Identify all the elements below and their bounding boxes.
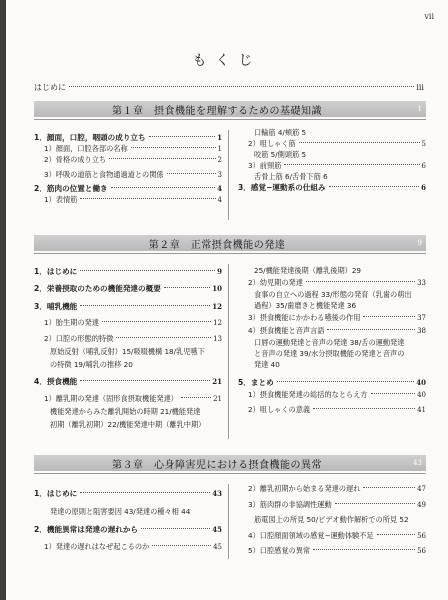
toc-subtopics xyxy=(254,301,426,311)
toc-entry-page: 43 xyxy=(212,489,222,498)
toc-subtopics xyxy=(254,338,426,348)
toc-entry-page: 13 xyxy=(213,335,222,343)
leader-dots xyxy=(109,158,215,159)
toc-entry-text: 発達 40 xyxy=(254,360,280,369)
toc-entry[interactable] xyxy=(34,133,222,143)
column-divider xyxy=(228,130,229,220)
toc-entry-text: 5）口腔感覚の異常 xyxy=(248,546,311,555)
toc-subtopics xyxy=(50,420,222,430)
toc-entry-text: 口唇の運動発達と音声の発達 38/舌の運動発達 xyxy=(254,338,405,347)
toc-entry-text: 3）摂食機能にかかわる嚥後の作用 xyxy=(248,313,361,322)
toc-entry[interactable] xyxy=(248,161,426,171)
toc-entry[interactable] xyxy=(34,525,222,535)
toc-entry-page: 33 xyxy=(417,279,426,287)
toc-entry-text: 発達の原則と阻害要因 43/発達の種々相 44 xyxy=(50,507,191,516)
toc-entry-text: 4．摂食機能 xyxy=(34,377,78,386)
leader-dots xyxy=(327,329,415,330)
chapter-title: 第２章 正常摂食機能の発達 xyxy=(148,239,286,251)
toc-entry[interactable] xyxy=(34,489,222,499)
leader-dots xyxy=(141,528,210,529)
toc-entry-text: 口輪筋 4/頬筋 5 xyxy=(254,128,307,137)
toc-entry-text: 2．筋肉の位置と働き xyxy=(34,184,108,193)
leader-dots xyxy=(329,186,420,187)
chapter-rule xyxy=(34,253,426,254)
leader-dots xyxy=(371,393,416,394)
toc-entry[interactable] xyxy=(34,377,222,387)
leader-dots xyxy=(152,545,211,546)
toc-subtopics xyxy=(254,128,426,138)
leader-dots xyxy=(363,316,415,317)
chapter-rule xyxy=(34,119,426,120)
toc-entry-text: 4）口腔顔面領域の感覚−運動体験不足 xyxy=(248,531,374,540)
chapter-1-heading[interactable] xyxy=(34,101,426,117)
leader-dots xyxy=(80,380,210,381)
toc-entry[interactable] xyxy=(34,184,222,194)
toc-entry-text: 食事の自立への過程 33/形態の発育（乳歯の萌出 xyxy=(254,290,412,299)
toc-entry-text: 4）摂食機能と音声言語 xyxy=(248,326,325,335)
toc-entry-text: 2．栄養摂取のための機能発達の概要 xyxy=(34,284,161,293)
toc-entry-text: 2）咀しゃく筋 xyxy=(248,139,296,148)
toc-entry-text: 筋電図上の所見 50/ビデオ動作解析での所見 52 xyxy=(254,515,409,524)
toc-entry-text: と音声の発達 39/水分摂取機能の発達と音声の xyxy=(254,349,405,358)
toc-subtopics xyxy=(254,266,426,276)
toc-entry-page: 1 xyxy=(217,133,222,142)
leader-dots xyxy=(80,198,215,199)
toc-subtopics xyxy=(254,150,426,160)
leader-dots xyxy=(335,503,415,504)
leader-dots xyxy=(69,86,414,87)
toc-entry-text: 機能発達からみた離乳開始の時期 21/機能発達 xyxy=(50,407,201,416)
column-divider xyxy=(228,484,229,559)
toc-entry-page: 4 xyxy=(217,196,222,204)
leader-dots xyxy=(306,281,415,282)
toc-entry[interactable] xyxy=(248,139,426,149)
chapter-3-heading[interactable] xyxy=(34,455,426,471)
toc-entry[interactable] xyxy=(34,284,222,294)
toc-entry-page: 4 xyxy=(217,184,222,193)
toc-entry-text: 1）表情筋 xyxy=(44,195,78,204)
toc-entry-text: 2．機能異常は発達の遅れから xyxy=(34,525,139,534)
toc-entry-page: 38 xyxy=(417,327,426,335)
leader-dots xyxy=(181,397,211,398)
toc-subtopics xyxy=(254,172,426,182)
toc-entry-text: 3．感覚−運動系の仕組み xyxy=(238,183,326,192)
toc-entry[interactable] xyxy=(44,144,222,154)
toc-entry-page: 41 xyxy=(417,406,426,414)
toc-entry-page: 6 xyxy=(421,183,426,192)
toc-subtopics xyxy=(50,407,222,417)
chapter-title: 第１章 摂食機能を理解するための基礎知識 xyxy=(112,105,322,117)
toc-entry-text: 3．哺乳機能 xyxy=(34,302,78,311)
toc-entry-page: 5 xyxy=(421,140,426,148)
chapter-2-heading[interactable] xyxy=(34,235,426,251)
toc-entry-text: 1）発達の遅れはなぜ起こるのか xyxy=(44,542,150,551)
leader-dots xyxy=(313,408,415,409)
toc-entry-page: 1 xyxy=(217,145,222,153)
toc-entry-page: 37 xyxy=(417,314,426,322)
toc-entry-page: 40 xyxy=(416,378,426,387)
leader-dots xyxy=(363,487,415,488)
toc-entry-page: 47 xyxy=(417,485,426,493)
toc-entry[interactable] xyxy=(238,378,426,388)
chapter-page: 9 xyxy=(417,239,422,247)
toc-entry-text: 3）呼吸の道筋と食物通過道との関係 xyxy=(44,170,164,179)
leader-dots xyxy=(299,142,420,143)
toc-entry[interactable] xyxy=(248,405,426,415)
toc-entry-text: 3）筋肉群の非協調性運動 xyxy=(248,500,332,509)
leader-dots xyxy=(102,321,211,322)
toc-entry[interactable] xyxy=(44,542,222,552)
leader-dots xyxy=(313,549,415,550)
toc-entry-text: 初期（離乳初期）22/機能発達中期（離乳中期） xyxy=(50,420,206,429)
toc-entry-text: 2）骨格の成り立ち xyxy=(44,155,107,164)
chapter-page: 43 xyxy=(413,459,422,467)
toc-entry-text: 2）離乳初期から始まる発達の遅れ xyxy=(248,484,361,493)
toc-entry-text: 舌骨上筋 6/舌骨下筋 6 xyxy=(254,172,328,181)
toc-entry-page: 12 xyxy=(212,302,222,311)
leader-dots xyxy=(377,534,415,535)
toc-entry[interactable] xyxy=(248,326,426,336)
toc-entry-page: 49 xyxy=(417,501,426,509)
leader-dots xyxy=(277,381,415,382)
toc-entry-page: 21 xyxy=(213,395,222,403)
toc-entry[interactable] xyxy=(44,170,222,180)
toc-entry-page: 40 xyxy=(417,391,426,399)
intro-label: はじめに xyxy=(34,83,66,92)
toc-entry-text: 過程）35/歯磨きと機能発達 36 xyxy=(254,301,357,310)
leader-dots xyxy=(164,287,210,288)
leader-dots xyxy=(131,147,216,148)
leader-dots xyxy=(80,492,210,493)
toc-entry-text: 5．まとめ xyxy=(238,378,274,387)
toc-entry-text: 2）口腔の形態的特徴 xyxy=(44,334,114,343)
leader-dots xyxy=(80,305,210,306)
leader-dots xyxy=(80,270,215,271)
toc-entry-page: 3 xyxy=(217,171,222,179)
leader-dots xyxy=(284,164,419,165)
toc-entry-text: 2）咀しゃくの意義 xyxy=(248,405,311,414)
toc-entry[interactable] xyxy=(248,278,426,288)
page-number: vii xyxy=(424,12,434,21)
toc-entry[interactable] xyxy=(44,394,222,404)
toc-subtopics xyxy=(50,360,222,370)
toc-entry[interactable] xyxy=(248,531,426,541)
toc-entry-text: 25/機能発達後期（離乳後期）29 xyxy=(254,266,361,275)
toc-entry[interactable] xyxy=(44,155,222,165)
toc-entry-text: 1）顔面，口腔各部の名称 xyxy=(44,144,128,153)
toc-subtopics xyxy=(50,347,222,357)
intro-page: iii xyxy=(416,83,424,92)
toc-entry[interactable] xyxy=(44,318,222,328)
toc-entry-text: の特徴 19/哺乳の推移 20 xyxy=(50,360,133,369)
toc-entry[interactable] xyxy=(248,390,426,400)
toc-subtopics xyxy=(254,349,426,359)
toc-entry-page: 9 xyxy=(217,267,222,276)
toc-entry[interactable] xyxy=(34,302,222,312)
toc-entry-text: 1）摂食機能発達の総括的なとらえ方 xyxy=(248,390,368,399)
chapter-title: 第３章 心身障害児における摂食機能の異常 xyxy=(112,459,322,471)
toc-entry-text: 1．はじめに xyxy=(34,489,78,498)
toc-subtopics xyxy=(254,515,426,525)
toc-entry[interactable] xyxy=(248,546,426,556)
toc-subtopics xyxy=(254,290,426,300)
toc-entry-page: 10 xyxy=(212,284,222,293)
toc-entry-text: 1）離乳期の発達（固形食摂取機能発達） xyxy=(44,394,178,403)
toc-entry-page: 56 xyxy=(417,532,426,540)
toc-entry-text: 1．はじめに xyxy=(34,267,78,276)
leader-dots xyxy=(111,187,215,188)
column-divider xyxy=(228,264,229,439)
leader-dots xyxy=(116,337,211,338)
toc-subtopics xyxy=(254,360,426,370)
toc-entry-page: 6 xyxy=(421,162,426,170)
toc-entry-text: 咬筋 5/側頭筋 5 xyxy=(254,150,307,159)
toc-entry[interactable] xyxy=(248,484,426,494)
toc-subtopics xyxy=(50,507,222,517)
toc-entry-page: 2 xyxy=(217,156,222,164)
toc-entry[interactable] xyxy=(44,334,222,344)
toc-entry-page: 12 xyxy=(213,319,222,327)
toc-title: もくじ xyxy=(192,53,262,69)
toc-entry[interactable] xyxy=(238,183,426,193)
intro-entry[interactable] xyxy=(34,82,424,93)
toc-entry[interactable] xyxy=(248,313,426,323)
leader-dots xyxy=(149,136,216,137)
toc-entry[interactable] xyxy=(44,195,222,205)
toc-entry-page: 45 xyxy=(212,525,222,534)
toc-entry-text: 1．顔面，口腔，咽頭の成り立ち xyxy=(34,133,146,142)
toc-entry[interactable] xyxy=(34,267,222,277)
toc-entry-page: 56 xyxy=(417,547,426,555)
toc-entry-text: 原始反射（哺乳反射）15/吸啜機構 18/乳児嚥下 xyxy=(50,347,205,356)
leader-dots xyxy=(167,173,216,174)
toc-entry-page: 45 xyxy=(213,543,222,551)
chapter-page: 1 xyxy=(417,105,422,113)
toc-entry-text: 3）前頸筋 xyxy=(248,161,282,170)
toc-page xyxy=(6,0,448,600)
toc-entry-text: 1）胎生期の発達 xyxy=(44,318,99,327)
toc-entry[interactable] xyxy=(248,500,426,510)
toc-entry-text: 2）幼児期の発達 xyxy=(248,278,303,287)
chapter-rule xyxy=(34,473,426,474)
toc-entry-page: 21 xyxy=(212,377,222,386)
